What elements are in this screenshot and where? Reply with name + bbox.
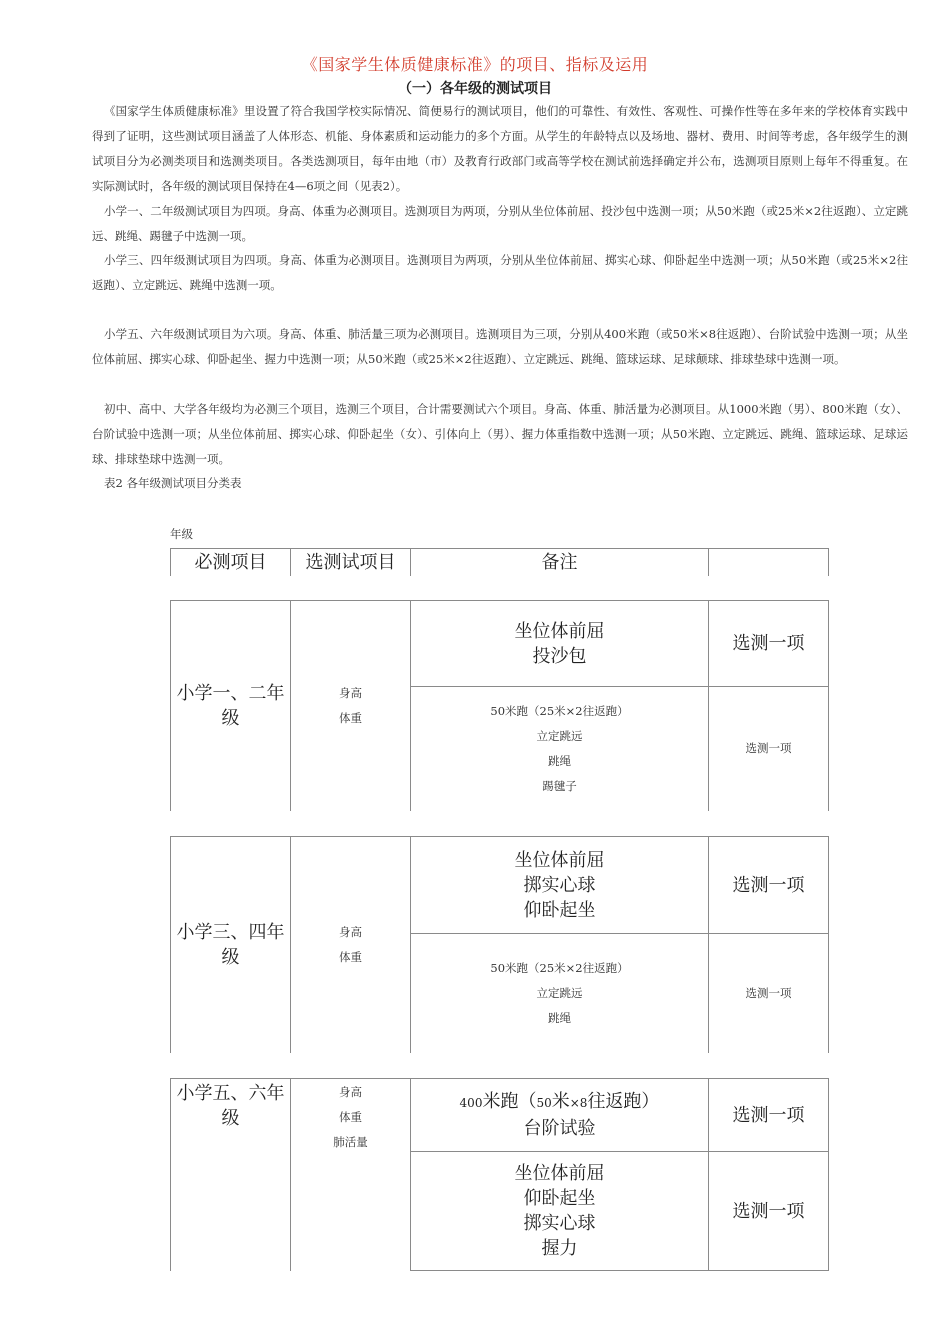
optional-note-1: 选测一项 [709, 837, 829, 934]
grade-label: 小学一、二年级 [171, 601, 291, 811]
optional-item-part: 400 [459, 1096, 483, 1110]
optional-group-2 [411, 934, 709, 1053]
optional-item: 掷实心球 [523, 874, 596, 896]
optional-item-part: 米跑（ [482, 1091, 537, 1112]
table-corner-label: 年级 [170, 527, 193, 541]
optional-note-2: 选测一项 [709, 687, 829, 811]
table-row [171, 837, 829, 934]
optional-note-2: 选测一项 [709, 1152, 829, 1271]
optional-item: 跳绳 [548, 753, 571, 768]
doc-title: 《国家学生体质健康标准》的项目、指标及运用 [301, 55, 649, 74]
optional-item-part: 往返跑） [587, 1091, 660, 1112]
optional-item: 握力 [541, 1238, 578, 1259]
optional-item: 跳绳 [548, 1010, 571, 1025]
table-block-grade-1-2 [170, 600, 829, 811]
optional-item-part: ×8 [569, 1096, 588, 1110]
header-optional: 选测试项目 [291, 549, 411, 576]
optional-item: 掷实心球 [523, 1213, 596, 1234]
optional-item: 坐位体前屈 [514, 1163, 605, 1184]
table-row [171, 601, 829, 687]
optional-item-part: 50 [536, 1096, 552, 1110]
paragraph-grade-3-4: 小学三、四年级测试项目为四项。身高、体重为必测项目。选测项目为两项，分别从坐位体前屈、掷实心球、仰卧起坐中选测一项；从50米跑（或25米×2往返跑）、立定跳远、跳绳中选测一项。 [92, 253, 908, 292]
header-empty [709, 549, 829, 576]
paragraph-intro: 《国家学生体质健康标准》里设置了符合我国学校实际情况、简便易行的测试项目，他们的可靠性、有效性、客观性、可操作性等在多年来的学校体育实践中得到了证明，这些测试项目涵盖了人体形态、机能、身体素质和运动能力的多个方面。从学生的年龄特点以及场地、器材、费用、时间等考虑，各年级学生的测试项目分为必测类项目和选测类项目。各类选测项目，每年由地（市）及教育行政部门或高等学校在测试前选择确定并公布，选测项目原则上每年不得重复。在实际测试时，各年级的测试项目保持在4—6项之间（见表2）。 [92, 104, 908, 193]
optional-group-2 [411, 1152, 709, 1271]
table-block-grade-3-4 [170, 836, 829, 1053]
optional-item: 仰卧起坐 [523, 1188, 596, 1209]
optional-group-1 [411, 837, 709, 934]
optional-group-1 [411, 1079, 709, 1152]
optional-item-part: 米 [551, 1091, 570, 1112]
header-required: 必测项目 [171, 549, 291, 576]
optional-group-1 [411, 601, 709, 687]
optional-note-1: 选测一项 [709, 601, 829, 687]
grade-label: 小学五、六年级 [171, 1079, 291, 1271]
required-item: 体重 [339, 710, 362, 725]
optional-item: 50米跑（25米×2往返跑） [490, 703, 629, 718]
table-block-grade-5-6 [170, 1078, 829, 1271]
optional-item: 台阶试验 [523, 1118, 596, 1139]
table-row [171, 1079, 829, 1152]
paragraph-grade-1-2: 小学一、二年级测试项目为四项。身高、体重为必测项目。选测项目为两项，分别从坐位体前屈、投沙包中选测一项；从50米跑（或25米×2往返跑）、立定跳远、跳绳、踢毽子中选测一项。 [92, 204, 908, 243]
required-item: 体重 [339, 1110, 362, 1124]
optional-item: 投沙包 [532, 645, 587, 667]
required-items [291, 837, 411, 1053]
required-items [291, 1079, 411, 1271]
optional-item: 踢毽子 [542, 778, 577, 793]
table-caption: 表2 各年级测试项目分类表 [104, 476, 242, 490]
optional-item: 立定跳远 [536, 985, 583, 1000]
grade-label: 小学三、四年级 [171, 837, 291, 1053]
required-item: 身高 [339, 924, 362, 939]
header-notes: 备注 [411, 549, 709, 576]
required-item: 身高 [339, 685, 362, 700]
required-item: 肺活量 [333, 1135, 368, 1149]
optional-note-1: 选测一项 [709, 1079, 829, 1152]
required-items [291, 601, 411, 811]
required-item: 体重 [339, 949, 362, 964]
paragraph-grade-5-6: 小学五、六年级测试项目为六项。身高、体重、肺活量三项为必测项目。选测项目为三项，分别从400米跑（或50米×8往返跑）、台阶试验中选测一项；从坐位体前屈、掷实心球、仰卧起坐、握力中选测一项；从50米跑（或25米×2往返跑）、立定跳远、跳绳、篮球运球、足球颠球、排球垫球中选测一项。 [92, 327, 908, 366]
section-subtitle: （一）各年级的测试项目 [398, 81, 552, 97]
optional-item: 立定跳远 [536, 728, 583, 743]
optional-group-2 [411, 687, 709, 811]
table-header [170, 548, 829, 576]
optional-item [411, 1089, 708, 1116]
optional-item: 仰卧起坐 [523, 899, 596, 921]
required-item: 身高 [339, 1085, 362, 1099]
paragraph-secondary: 初中、高中、大学各年级均为必测三个项目，选测三个项目，合计需要测试六个项目。身高、体重、肺活量为必测项目。从1000米跑（男）、800米跑（女）、台阶试验中选测一项；从坐位体前屈、掷实心球、仰卧起坐（女）、引体向上（男）、握力体重指数中选测一项；从50米跑、立定跳远、跳绳、篮球运球、足球运球、排球垫球中选测一项。 [92, 402, 908, 466]
optional-item: 坐位体前屈 [514, 620, 605, 642]
optional-note-2: 选测一项 [709, 934, 829, 1053]
optional-item: 50米跑（25米×2往返跑） [490, 960, 629, 975]
optional-item: 坐位体前屈 [514, 849, 605, 871]
